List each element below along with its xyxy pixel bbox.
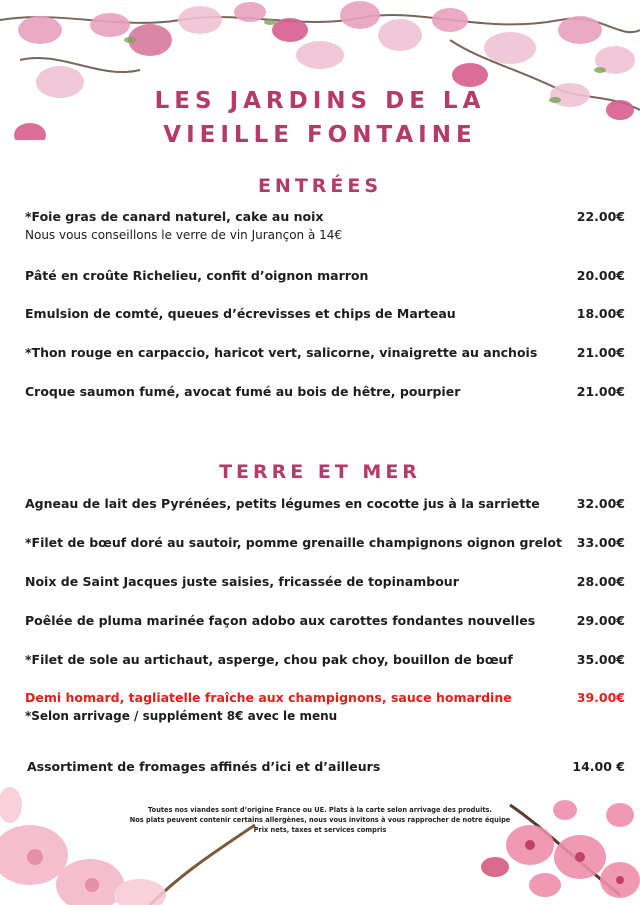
dish-price: 21.00€ xyxy=(576,345,625,360)
section-heading-terre-et-mer: TERRE ET MER xyxy=(219,461,421,483)
dish-name: Poêlée de pluma marinée façon adobo aux carottes fondantes nouvelles xyxy=(25,613,536,628)
menu-item-cheese xyxy=(27,759,625,774)
dish-price: 32.00€ xyxy=(576,496,625,511)
dish-name: *Filet de bœuf doré au sautoir, pomme grenaille champignons oignon grelot xyxy=(25,535,562,550)
footer-line: Nos plats peuvent contenir certains allergènes, nous vous invitons à vous rapprocher de notre équipe xyxy=(129,816,511,824)
dish-price: 14.00 € xyxy=(572,759,625,774)
menu-item xyxy=(25,535,625,550)
menu-item-highlighted xyxy=(25,690,625,723)
dish-price: 20.00€ xyxy=(576,268,625,283)
menu-item xyxy=(25,209,625,242)
dish-price: 39.00€ xyxy=(576,690,625,705)
dish-name: Emulsion de comté, queues d’écrevisses et chips de Marteau xyxy=(25,306,456,321)
dish-name: *Foie gras de canard naturel, cake au noix xyxy=(25,209,324,224)
dish-name: Noix de Saint Jacques juste saisies, fricassée de topinambour xyxy=(25,574,459,589)
menu-item xyxy=(25,268,625,283)
menu-item xyxy=(25,652,625,667)
restaurant-name-line2: VIEILLE FONTAINE xyxy=(163,122,477,148)
menu-item xyxy=(25,574,625,589)
dish-price: 33.00€ xyxy=(576,535,625,550)
dish-price: 22.00€ xyxy=(576,209,625,224)
dish-name: Agneau de lait des Pyrénées, petits légumes en cocotte jus à la sarriette xyxy=(25,496,540,511)
menu-item xyxy=(25,306,625,321)
dish-price: 29.00€ xyxy=(576,613,625,628)
dish-price: 35.00€ xyxy=(576,652,625,667)
menu-item xyxy=(25,384,625,399)
dish-name: *Filet de sole au artichaut, asperge, chou pak choy, bouillon de bœuf xyxy=(25,652,513,667)
footer-line: Toutes nos viandes sont d’origine France ou UE. Plats à la carte selon arrivage des produits. xyxy=(148,806,492,814)
menu-item xyxy=(25,345,625,360)
dish-name: Pâté en croûte Richelieu, confit d’oignon marron xyxy=(25,268,369,283)
dish-name: Assortiment de fromages affinés d’ici et d’ailleurs xyxy=(27,759,381,774)
dish-name: Croque saumon fumé, avocat fumé au bois de hêtre, pourpier xyxy=(25,384,461,399)
dish-price: 28.00€ xyxy=(576,574,625,589)
dish-name: *Thon rouge en carpaccio, haricot vert, salicorne, vinaigrette au anchois xyxy=(25,345,538,360)
wine-pairing-note: Nous vous conseillons le verre de vin Jurançon à 14€ xyxy=(25,228,343,242)
magnolia-branch-decoration xyxy=(0,0,640,140)
availability-note: *Selon arrivage / supplément 8€ avec le menu xyxy=(25,709,338,723)
section-heading-entrees: ENTRÉES xyxy=(257,175,383,197)
dish-price: 21.00€ xyxy=(576,384,625,399)
dish-price: 18.00€ xyxy=(576,306,625,321)
footer-line: Prix nets, taxes et services compris xyxy=(253,826,387,834)
blossom-decoration-right xyxy=(470,785,640,905)
menu-item xyxy=(25,496,625,511)
menu-item xyxy=(25,613,625,628)
blossom-decoration-left xyxy=(0,785,260,905)
dish-name: Demi homard, tagliatelle fraîche aux champignons, sauce homardine xyxy=(25,690,512,705)
restaurant-name-line1: LES JARDINS DE LA xyxy=(154,88,486,114)
